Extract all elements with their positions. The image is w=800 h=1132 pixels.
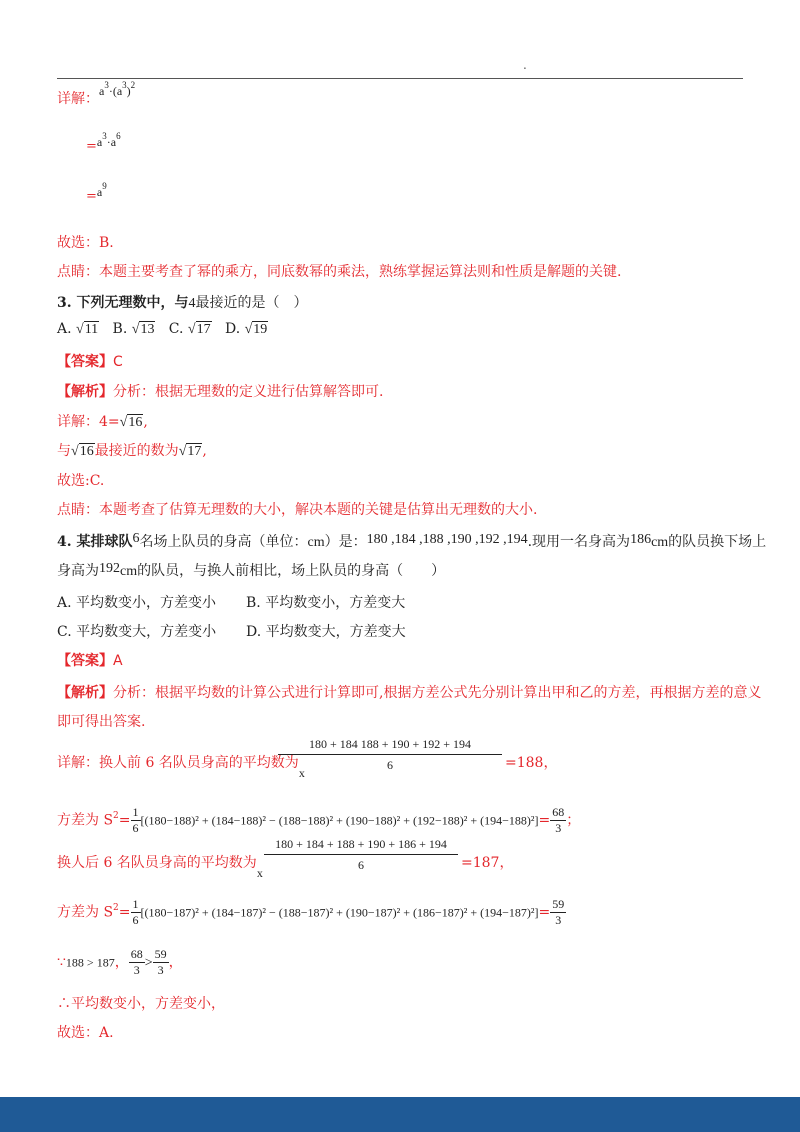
detail1-line1 — [57, 80, 136, 108]
q3-stem: 3. 下列无理数中，与4最接近的是（ ） — [57, 295, 308, 311]
q4-option-a: A. 平均数变小，方差变小 — [57, 595, 217, 611]
q3-option-c: C. √17 — [168, 321, 211, 337]
q4-after-numerator: 180 + 184 + 188 + 190 + 186 + 194 — [275, 837, 447, 851]
q4-before-fraction — [278, 737, 502, 773]
detail1-line2: $=a^3\cdot a^6$ — [86, 131, 121, 154]
q3-closest: 与√16最接近的数为√17, — [57, 443, 207, 459]
answer2-note: 点睛：本题主要考查了幂的乘方，同底数幂的乘法，熟练掌握运算法则和性质是解题的关键. — [57, 264, 622, 280]
q4-option-c: C. 平均数变大，方差变小 — [57, 624, 217, 640]
q3-detail: 详解：4=√16, — [57, 414, 148, 430]
q4-before-numerator: 180 + 184 188 + 190 + 192 + 194 — [308, 737, 472, 751]
q4-option-b: B. 平均数变小，方差变大 — [246, 595, 406, 611]
q4-var1: 方差为 $S^2=$ $\frac{1}{6}$ [(180−188)² + (184−188)² − (188−188)² + (190−188)² + (192−188)² + (194−188)²]= $\frac{68}{3}$ ； — [57, 805, 581, 835]
q4-choice: 故选：A. — [57, 1025, 114, 1041]
detail1-expr1: $a^3\cdot(a^3)^2$ — [99, 80, 136, 98]
q4-analysis-line2: 即可得出答案. — [57, 714, 146, 730]
detail1-label: 详解： — [57, 91, 99, 107]
q4-before-text: 详解：换人前 6 名队员身高的平均数为x — [57, 755, 305, 780]
q4-analysis-line1: 【解析】分析：根据平均数的计算公式进行计算即可,根据方差公式先分别计算出甲和乙的方差，再根据方差的意义 — [57, 685, 762, 701]
q3-analysis: 【解析】分析：根据无理数的定义进行估算解答即可. — [57, 384, 384, 400]
answer2-choice: 故选：B. — [57, 235, 114, 251]
q3-option-d: D. √19 — [224, 321, 268, 337]
q4-stem-line2: 身高为192cm的队员，与换人前相比，场上队员的身高（ ） — [57, 561, 446, 579]
footer-band — [0, 1097, 800, 1132]
q4-option-d: D. 平均数变大，方差变大 — [246, 624, 406, 640]
q3-choice: 故选:C. — [57, 473, 105, 489]
q4-after-result: =187， — [461, 855, 514, 871]
q4-before-result: =188， — [505, 755, 558, 771]
q4-stem-line1: 4. 某排球队6名场上队员的身高（单位：cm）是：180 ,184 ,188 ,190 ,192 ,194.现用一名身高为186cm的队员换下场上 — [57, 531, 767, 550]
q4-before-denominator: 6 — [278, 754, 502, 773]
q3-note: 点睛：本题考查了估算无理数的大小，解决本题的关键是估算出无理数的大小. — [57, 502, 538, 518]
q3-option-a: A. √11 — [57, 321, 99, 337]
header-rule — [57, 78, 743, 79]
q4-after-text: 换人后 6 名队员身高的平均数为x — [57, 855, 263, 880]
q4-after-denominator: 6 — [264, 854, 458, 873]
q4-answer: 【答案】A — [57, 653, 123, 669]
q3-answer: 【答案】C — [57, 354, 123, 370]
q4-compare: ∵188 > 187， $\frac{68}{3}$ > $\frac{59}{3}$ ， — [57, 947, 183, 977]
q3-options — [57, 321, 268, 338]
header-dot: . — [523, 58, 527, 72]
q4-after-fraction — [264, 837, 458, 873]
q3-option-b: B. √13 — [112, 321, 155, 337]
q4-therefore: ∴平均数变小，方差变小， — [57, 996, 225, 1012]
detail1-line3: $=a^9$ — [86, 181, 107, 204]
q4-var2: 方差为 $S^2=$ $\frac{1}{6}$ [(180−187)² + (184−187)² − (188−187)² + (190−187)² + (186−187)² + (194−187)²]= $\frac{59}{3}$ — [57, 897, 565, 927]
